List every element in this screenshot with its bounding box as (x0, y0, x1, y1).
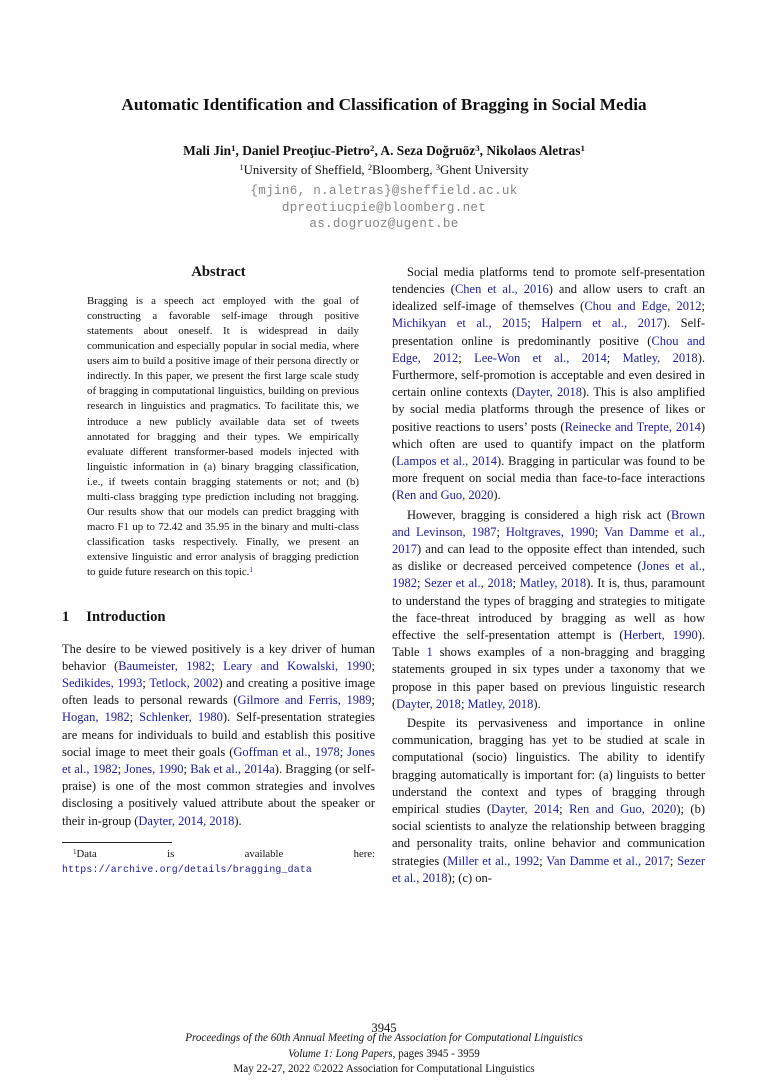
citation-link[interactable]: Matley, 2018 (622, 350, 698, 365)
citation-link[interactable]: Dayter, 2014 (491, 802, 560, 817)
text-segment: ; (594, 524, 604, 539)
text-segment: ; (142, 675, 150, 690)
text-segment: May 22-27, 2022 ©2022 Association for Computational Linguistics (233, 1062, 535, 1075)
text-segment: ; (129, 710, 140, 725)
text-segment: The desire to be viewed positively is a key driver of human behavior ( (62, 641, 375, 673)
text-segment: ). (493, 488, 501, 503)
text-segment: ; (183, 761, 191, 776)
citation-link[interactable]: Sedikides, 1993 (62, 675, 143, 690)
right-column (392, 264, 705, 887)
email-line-sheffield[interactable]: {mjin6, n.aletras}@sheffield.ac.uk (250, 184, 518, 198)
citation-link[interactable]: Jones et al., 1982 (392, 559, 705, 591)
citation-link[interactable]: Tetlock, 2002 (149, 675, 219, 690)
text-segment: University of Sheffield, (243, 163, 368, 177)
citation-link[interactable]: Ren and Guo, 2020 (569, 802, 677, 817)
footnote-block (62, 842, 375, 878)
section-title: Introduction (86, 608, 166, 625)
superscript-marker: 3 (435, 162, 441, 173)
text-segment: , Daniel Preoţiuc-Pietro (235, 143, 371, 158)
text-segment: ; (669, 853, 678, 868)
text-segment: ). Table (392, 628, 705, 660)
footer (0, 1031, 768, 1077)
text-segment: ) and creating a positive image often leads to personal rewards ( (62, 675, 376, 708)
citation-link[interactable]: Hogan, 1982 (62, 710, 130, 725)
citation-link[interactable]: Jones, 1990 (124, 761, 184, 776)
citation-link[interactable]: Chou and Edge, 2012 (392, 333, 705, 365)
text-segment: Social media platforms tend to promote self-presentation tendencies ( (392, 264, 705, 296)
text-segment: However, bragging is considered a high risk act ( (407, 507, 671, 522)
citation-link[interactable]: Gilmore and Ferris, 1989 (237, 693, 372, 708)
text-segment: Volume 1: Long Papers (288, 1047, 393, 1060)
text-segment: ; (458, 350, 475, 365)
citation-link[interactable]: Goffman et al., 1978 (233, 744, 340, 759)
superscript-marker: 3 (475, 143, 480, 154)
text-segment: ; (539, 853, 547, 868)
text-segment: ). (234, 813, 242, 828)
citation-link[interactable]: Ren and Guo, 2020 (396, 488, 494, 503)
right-paragraph-2 (392, 507, 705, 713)
text-segment: , pages 3945 - 3959 (392, 1047, 480, 1060)
citation-link[interactable]: Sezer et al., 2018 (392, 853, 705, 885)
text-segment: ; (496, 524, 506, 539)
text-segment: ). It is, thus, paramount to understand the types of bragging and strategies to mitigate the face-threat introduced by bragging as well as how effective the self-presentation attempt is ( (392, 576, 705, 643)
text-segment: ; (211, 658, 224, 673)
text-segment: ) which often are used to quantify impact on the platform ( (392, 419, 705, 469)
left-column (62, 264, 375, 887)
citation-link[interactable]: Holtgraves, 1990 (505, 524, 595, 539)
section-heading-introduction (62, 609, 375, 626)
citation-link[interactable]: https://archive.org/details/bragging_data (62, 864, 313, 876)
page-number: 3945 (371, 1021, 397, 1035)
superscript-marker: 1 (580, 143, 585, 154)
text-segment: , Nikolaos Aletras (479, 143, 581, 158)
text-segment: ; (371, 658, 376, 673)
superscript-marker: 2 (370, 143, 375, 154)
citation-link[interactable]: Van Damme et al., 2017 (546, 853, 670, 868)
text-segment: ; (339, 744, 348, 759)
text-segment: ; (527, 316, 542, 331)
text-segment: ; (559, 802, 570, 817)
text-segment: Data is available here: (76, 847, 375, 860)
citation-link[interactable]: Matley, 2018 (467, 696, 534, 711)
text-segment: ); (b) social scientists to analyze the relationship between bragging and personality traits, online behavior and communication strategies ( (392, 802, 705, 868)
citation-link[interactable]: Leary and Kowalski, 1990 (223, 658, 372, 673)
email-line-ugent[interactable]: as.dogruoz@ugent.be (309, 217, 459, 232)
citation-link[interactable]: Baumeister, 1982 (118, 658, 212, 673)
text-segment: ; (417, 576, 425, 591)
text-segment: ). Self-presentation strategies are means for individuals to build and establish this positive social image to meet their goals ( (62, 710, 375, 759)
citation-link[interactable]: Reinecke and Trepte, 2014 (564, 419, 701, 434)
citation-link[interactable]: Van Damme et al., 2017 (392, 524, 705, 557)
superscript-marker: 2 (367, 162, 373, 173)
citation-link[interactable]: Dayter, 2018 (516, 385, 583, 400)
text-segment: ; (371, 693, 375, 708)
citation-link[interactable]: 1 (426, 645, 433, 660)
citation-link[interactable]: Brown and Levinson, 1987 (392, 507, 705, 539)
email-block (0, 183, 768, 233)
right-paragraph-1 (392, 264, 705, 505)
text-segment: Despite its pervasiveness and importance in online communication, bragging has yet to be studied at scale in computational (socio) linguistics. The ability to identify bragging automatically is important for: (a) linguists to better understand the context and types of bragging through empirical studies ( (392, 716, 705, 817)
superscript-marker: 1 (239, 162, 244, 173)
text-segment: Mali Jin (183, 143, 232, 158)
author-line (0, 143, 768, 159)
two-column-body (0, 264, 768, 887)
footnote-divider (62, 842, 172, 843)
paper-title: Automatic Identification and Classification of Bragging in Social Media (121, 95, 647, 114)
text-segment: shows examples of a non-bragging and bragging statements grouped in six types under a taxonomy that we propose in this paper based on previous linguistic research ( (392, 645, 705, 711)
intro-paragraph-1 (62, 641, 375, 830)
citation-link[interactable]: Lampos et al., 2014 (396, 454, 498, 469)
citation-link[interactable]: Miller et al., 1992 (447, 853, 540, 868)
superscript-marker: 1 (231, 143, 236, 154)
email-line-bloomberg[interactable]: dpreotiucpie@bloomberg.net (281, 200, 487, 215)
text-segment: Ghent University (440, 163, 529, 177)
text-segment: ; (701, 299, 705, 314)
text-segment: ) and allow users to craft an idealized self-image of themselves ( (392, 281, 705, 314)
text-segment: Bloomberg, (372, 163, 436, 177)
abstract-text (87, 294, 359, 582)
citation-link[interactable]: Sezer et al., 2018 (424, 576, 513, 591)
text-segment: ) and can lead to the opposite effect than intended, such as dislike or decreased perceived competence ( (392, 542, 705, 574)
citation-link[interactable]: Halpern et al., 2017 (541, 316, 663, 331)
text-segment: ). Furthermore, self-promotion is acceptable and even desired in certain online contexts ( (392, 350, 705, 400)
citation-link[interactable]: Michikyan et al., 2015 (392, 316, 528, 331)
citation-link[interactable]: Matley, 2018 (519, 576, 587, 591)
citation-link[interactable]: Lee-Won et al., 2014 (474, 350, 607, 365)
superscript-marker: 1 (73, 847, 77, 856)
text-segment: ). Self-presentation online is predominantly positive ( (392, 316, 705, 348)
text-segment: ). Bragging (or self-praise) is one of the most common strategies and involves disclosing a positively valued attribute about the speaker or their in-group ( (62, 761, 375, 828)
text-segment: ; (460, 696, 468, 711)
citation-link[interactable]: Herbert, 1990 (623, 628, 698, 643)
footer-copyright-line (0, 1062, 768, 1077)
text-segment: , A. Seza Doğruöz (374, 143, 476, 158)
footer-volume-line (0, 1047, 768, 1062)
section-number: 1 (62, 608, 70, 625)
citation-link[interactable]: Bak et al., 2014a (190, 761, 275, 776)
text-segment: ; (512, 576, 520, 591)
citation-link[interactable]: 1 (249, 566, 253, 575)
text-segment: Bragging is a speech act employed with the goal of constructing a favorable self-image through positive statements about oneself. It is widespread in daily communication and especially popular in social media, where users aim to build a positive image of their persona directly or indirectly. In this paper, we present the first large scale study of bragging in computational linguistics, building on previous research in linguistics and pragmatics. To facilitate this, we introduce a new publicly available data set of tweets annotated for bragging and their types. We empirically evaluate different transformer-based models injected with linguistic information in (a) binary bragging classification, i.e., if tweets contain bragging statements or not; and (b) multi-class bragging type prediction including not bragging. Our results show that our models can predict bragging with macro F1 up to 72.42 and 35.95 in the binary and multi-class classification tasks respectively. Finally, we present an extensive linguistic and error analysis of bragging prediction to guide future research on this topic. (87, 294, 359, 579)
citation-link[interactable]: Dayter, 2014, 2018 (138, 813, 235, 828)
footer-proceedings-line (0, 1031, 768, 1046)
text-segment: ); (c) on- (447, 870, 492, 885)
affiliation-line (0, 163, 768, 178)
text-segment: ). (533, 696, 541, 711)
citation-link[interactable]: Jones et al., 1982 (62, 744, 375, 776)
citation-link[interactable]: Schlenker, 1980 (139, 710, 223, 725)
citation-link[interactable]: Chen et al., 2016 (454, 281, 549, 296)
abstract-heading: Abstract (191, 263, 246, 280)
text-segment: ). Bragging in particular was found to be more frequent on social media than face-to-face interactions ( (392, 454, 705, 503)
citation-link[interactable]: Dayter, 2018 (396, 696, 461, 711)
right-paragraph-3 (392, 715, 705, 887)
text-segment: ; (117, 761, 125, 776)
text-segment: ). This is also amplified by social media platforms through the presence of likes or positive reactions to users’ posts ( (392, 385, 705, 434)
footnote-text (62, 847, 375, 878)
citation-link[interactable]: Chou and Edge, 2012 (584, 299, 702, 314)
text-segment: Proceedings of the 60th Annual Meeting of the Association for Computational Linguistics (185, 1032, 583, 1045)
text-segment: ; (606, 350, 623, 365)
